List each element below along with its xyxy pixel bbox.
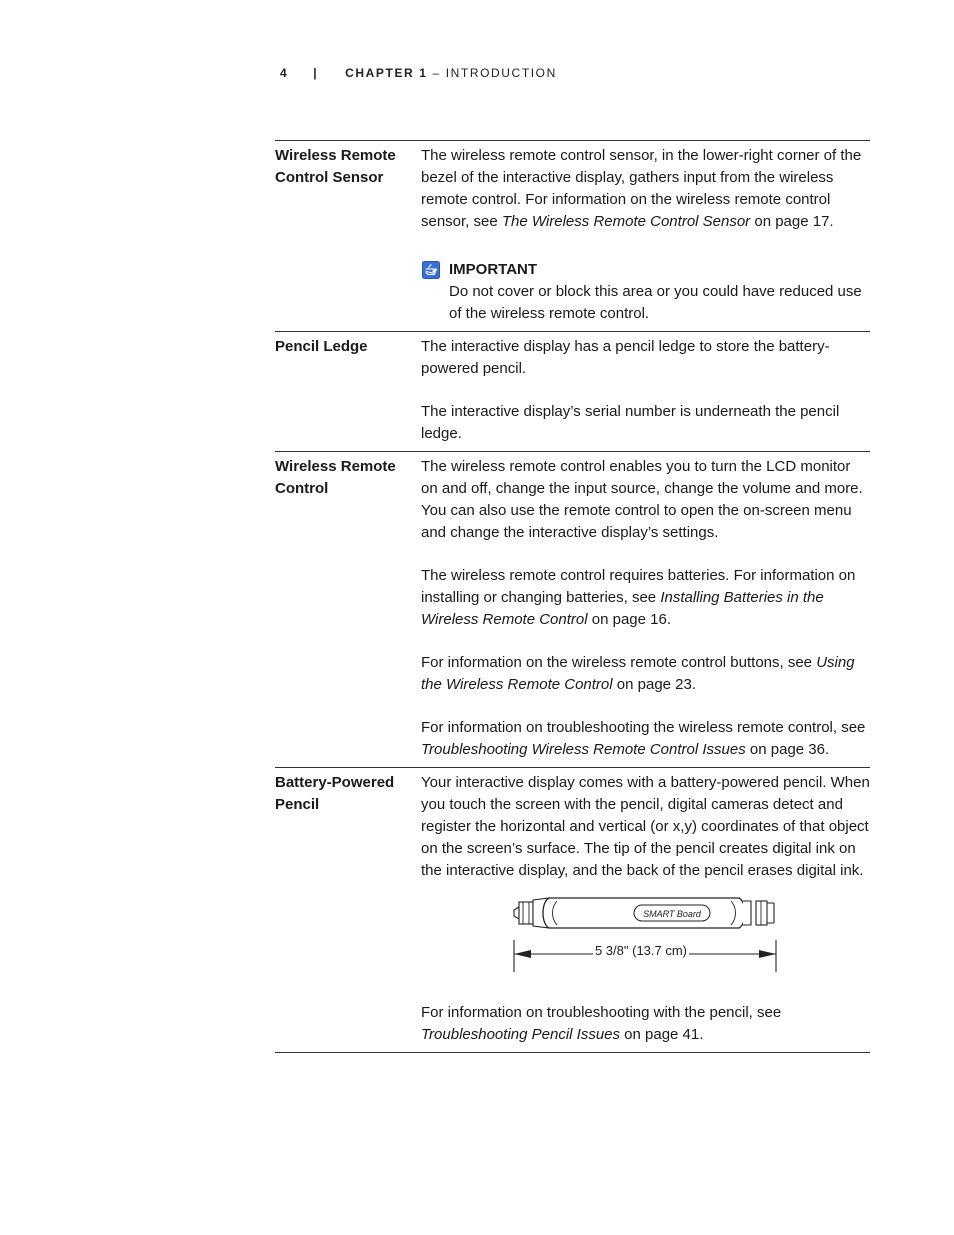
- paragraph: Your interactive display comes with a battery-powered pencil. When you touch the screen with the pencil, digital cameras detect and register the horizontal and vertical (or x,y) coordinates of that object on the screen’s surface. The tip of the pencil creates digital ink on the interactive display, and the back of the pencil erases digital ink.: [421, 774, 870, 879]
- cross-reference-link[interactable]: Troubleshooting Wireless Remote Control Issues: [421, 741, 746, 758]
- description: [421, 768, 870, 1053]
- table-row: [275, 332, 870, 452]
- pencil-figure: [421, 896, 861, 996]
- chapter-label: CHAPTER 1: [345, 66, 428, 80]
- important-note: [421, 259, 870, 325]
- paragraph: For information on the wireless remote control buttons, see Using the Wireless Remote Control on page 23.: [421, 654, 855, 693]
- running-header: [280, 66, 557, 80]
- page-number: 4: [280, 66, 289, 80]
- paragraph: The wireless remote control enables you to turn the LCD monitor on and off, change the input source, change the volume and more. You can also use the remote control to open the on-screen menu and change the interactive display’s settings.: [421, 458, 863, 541]
- definition-table: [275, 140, 870, 1053]
- pencil-logo-text: SMART Board: [643, 909, 701, 919]
- dimension-label: 5 3/8" (13.7 cm): [594, 943, 688, 958]
- description: [421, 141, 870, 332]
- table-row: [275, 141, 870, 332]
- description: [421, 332, 870, 452]
- important-text: Do not cover or block this area or you could have reduced use of the wireless remote control.: [449, 283, 862, 322]
- paragraph: For information on troubleshooting the wireless remote control, see Troubleshooting Wireless Remote Control Issues on page 36.: [421, 719, 866, 758]
- table-row: [275, 768, 870, 1053]
- chapter-title: – INTRODUCTION: [427, 66, 557, 80]
- cross-reference-link[interactable]: Troubleshooting Pencil Issues: [421, 1026, 620, 1043]
- paragraph: The wireless remote control requires batteries. For information on installing or changing batteries, see Installing Batteries in the Wireless Remote Control on page 16.: [421, 567, 856, 628]
- cross-reference-link[interactable]: The Wireless Remote Control Sensor: [501, 213, 751, 230]
- cross-reference-link[interactable]: Using the Wireless Remote Control: [421, 654, 855, 693]
- description: [421, 452, 870, 768]
- table-row: [275, 452, 870, 768]
- pointing-hand-icon: [422, 261, 440, 279]
- cross-reference-link[interactable]: Installing Batteries in the Wireless Remote Control: [421, 589, 824, 628]
- important-title: IMPORTANT: [449, 261, 538, 278]
- paragraph: The wireless remote control sensor, in the lower-right corner of the bezel of the interactive display, gathers input from the wireless remote control. For information on the wireless remote control sensor, see The Wireless Remote Control Sensor on page 17.: [421, 147, 862, 230]
- term-pencil-ledge: Pencil Ledge: [275, 338, 368, 355]
- term-battery-powered-pencil: Battery-Powered Pencil: [275, 774, 395, 813]
- term-wireless-remote-control-sensor: Wireless Remote Control Sensor: [275, 147, 396, 186]
- paragraph: The interactive display’s serial number is underneath the pencil ledge.: [421, 403, 840, 442]
- paragraph: For information on troubleshooting with the pencil, see Troubleshooting Pencil Issues on page 41.: [421, 1004, 782, 1043]
- term-wireless-remote-control: Wireless Remote Control: [275, 458, 396, 497]
- paragraph: The interactive display has a pencil ledge to store the battery-powered pencil.: [421, 338, 830, 377]
- header-separator: |: [313, 66, 319, 80]
